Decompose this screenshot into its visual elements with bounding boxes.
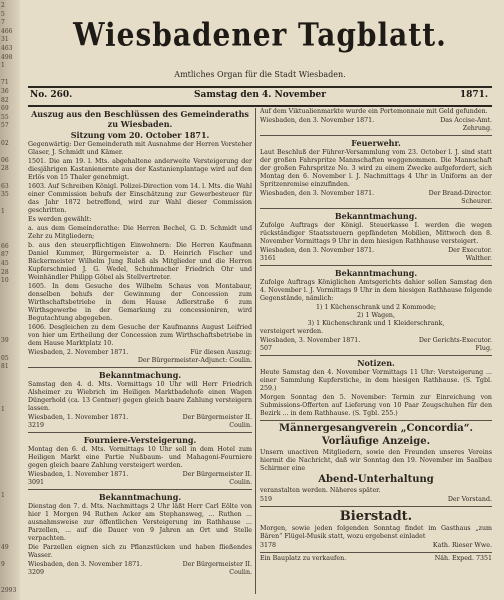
gutter-number: 63 <box>1 182 9 190</box>
notice-paragraph: Auf dem Viktualienmarkte wurde ein Portemonnaie mit Geld gefunden. <box>260 108 488 115</box>
list-item: 2) 1 Wagen, <box>357 312 395 319</box>
signature-line <box>28 561 252 569</box>
gutter-number: 45 <box>1 260 9 267</box>
notice-paragraph: Dienstag den 7. d. Mts. Nachmittags 2 Uhr läßt Herr Carl Eölte von hier 1 Morgen 94 Ruthen Acker am Stephansweg, ... Ruthen ... ausnahmsweise zur öffentlichen Versteigerung im Rathhause ... Parzellen, ... auf die Dauer von 9 Jahren an Ort und Stelle verpachten. <box>28 503 252 542</box>
signature-line <box>260 190 492 198</box>
gutter-number: 1 <box>1 208 5 216</box>
notice-paragraph: Samstag den 4. d. Mts. Vormittags 10 Uhr will Herr Friedrich Alsheimer zu Wiebrich im Heiligen Marktbadehofe einen Wagen Düngerhold (ca. 13 Centner) gegen gleich baare Zahlung versteigern lassen. <box>28 381 252 412</box>
signature-left: Wiesbaden, den 3. November 1871. <box>260 190 375 197</box>
signature-left: 3178 <box>260 542 277 549</box>
gutter-number: 39 <box>1 337 9 345</box>
section-rule <box>260 265 492 266</box>
signature-left: 3161 <box>260 255 277 262</box>
signature-right: Kath. Rieser Wwe. <box>432 542 492 549</box>
notice-paragraph: 1501. Die am 19. l. Mts. abgehaltene anderweite Versteigerung der diesjährigen Kastanienernte aus der Kastanienplantage wird auf den Erlös von 15 Thaler genehmigt. <box>28 158 252 181</box>
notice-paragraph: Zufolge Auftrags der Königl. Steuerkasse I. werden die wegen rückständiger Staatssteuern gepfändeten Mobilien, Mittwoch den 8. November Vormittags 9 Uhr in dem hiesigen Rathhause versteigert. <box>260 222 492 245</box>
gutter-number: 1 <box>1 492 5 500</box>
notice-paragraph: Laut Beschluß der Führer-Versammlung vom 23. October l. J. sind statt der großen Fahrspritze Mannschaften weggenommen. Die Mannschaft der großen Fahrspritze No. 3 wird zu einem Zwecke aufgefordert, sich Montag den 6. November l. J. Nachmittags 4 Uhr in Uniform an der Spritzenremise einzufinden. <box>260 149 492 188</box>
signature-name: Der Bürgermeister-Adjunct: Coulin. <box>137 357 252 364</box>
section-rule <box>260 355 492 356</box>
notice-paragraph: Morgen Sonntag den 5. November: Termin zur Einreichung von Submissions-Offerten auf Lieferung von 10 Paar Zeugschuhen für den Bezirk ... in dem Rathhause. (S. Tgbl. 255.) <box>260 394 492 417</box>
advert-heading: Abend-Unterhaltung <box>318 474 434 485</box>
issue-date: Samstag den 4. November <box>193 90 327 100</box>
signature-line <box>28 471 252 479</box>
gutter-number: 2 <box>1 2 5 9</box>
notice-paragraph: a. aus dem Gemeinderathe: Die Herren Bechel, G. D. Schmidt und Zehr zu Mitgliedern; <box>28 225 252 240</box>
masthead-subtitle: Amtliches Organ für die Stadt Wiesbaden. <box>174 70 346 79</box>
dateline-bar <box>28 86 492 107</box>
signature-right: Der Bürgermeister II. <box>182 561 252 568</box>
signature-line <box>28 479 252 487</box>
gutter-number: 1 <box>1 62 5 70</box>
signature-left: Wiesbaden, 2. November 1871. <box>28 349 129 356</box>
section-rule <box>260 135 492 136</box>
signature-left: 519 <box>260 496 273 503</box>
section-rule <box>260 506 492 507</box>
notice-paragraph: Zufolge Auftrags Königlichen Amtsgerichts dahier sollen Samstag den 4. November l. J. Vormittags 9 Uhr in dem hiesigen Rathhause folgende Gegenstände, nämlich: <box>260 279 492 302</box>
gutter-number: 9 <box>1 561 5 568</box>
signature-left: Wiesbaden, 3. November 1871. <box>260 337 361 344</box>
notice-paragraph: Gegenwärtig: Der Gemeinderath mit Ausnahme der Herren Vorsteher Glaser, J. Schmidt und Kämer. <box>28 141 252 156</box>
signature-line <box>28 414 252 422</box>
signature-right: Der Brand-Director. <box>428 190 492 197</box>
signature-name: Zehrung. <box>462 125 492 132</box>
signature-right: Der Bürgermeister II. <box>182 471 252 478</box>
advert-heading: Männergesangverein „Concordia“. <box>279 423 473 434</box>
notice-paragraph: Es werden gewählt: <box>28 216 92 223</box>
notice-paragraph: 1606. Desgleichen zu dem Gesuche der Kaufmanns August Leifried von hier um Ertheilung der Concession zum Wirthschaftsbetriebe in dem Hause Marktplatz 10. <box>28 324 252 347</box>
gutter-number: 28 <box>1 268 9 276</box>
signature-right: Der Gerichts-Executor. <box>418 337 492 344</box>
notice-paragraph: Heute Samstag den 4. November Vormittags 11 Uhr: Versteigerung ... einer Sammlung Kupferstiche, in dem hiesigen Rathhause. (S. Tgbl. 259.) <box>260 369 492 392</box>
left-column <box>28 108 252 596</box>
gutter-number: 1 <box>1 406 5 414</box>
notice-paragraph: 1603. Auf Schreiben Königl. Polizei-Direction vom 14. l. Mts. die Wahl einer Commission behufs der Einschätzung zur Gewerbesteuer für das Jahr 1872 betreffend, wird zur Wahl dieser Commission geschritten. <box>28 183 252 214</box>
signature-line <box>260 255 492 263</box>
newspaper-sheet <box>20 4 500 598</box>
column-divider <box>255 108 256 594</box>
signature-left: Wiesbaden, den 3. November 1871. <box>260 117 375 124</box>
issue-number: No. 260. <box>30 90 73 100</box>
signature-left: 3209 <box>28 569 45 576</box>
advert-heading: Vorläufige Anzeige. <box>321 436 431 447</box>
gutter-number: 466 <box>1 27 13 35</box>
gutter-number: 81 <box>1 363 9 371</box>
section-rule <box>260 420 492 421</box>
list-item: 1) 1 Küchenschrank und 2 Kommode; <box>316 304 436 311</box>
gutter-number: 35 <box>1 191 9 199</box>
signature-left: Wiesbaden, 1. November 1871. <box>28 471 129 478</box>
gutter-number: 498 <box>1 53 13 61</box>
signature-right: Näh. Exped. 7351 <box>434 555 492 562</box>
signature-line <box>260 555 492 563</box>
signature-left: Ein Bauplatz zu verkaufen. <box>260 555 347 562</box>
signature-line <box>28 349 252 357</box>
gutter-number: 02 <box>1 139 9 147</box>
signature-name: Scheurer. <box>461 198 492 205</box>
gutter-number: 82 <box>1 96 9 104</box>
gutter-number: 71 <box>1 79 9 87</box>
gutter-number: 69 <box>1 105 9 113</box>
signature-right: Flug. <box>475 345 492 352</box>
notice-heading: Bekanntmachung. <box>98 492 182 502</box>
signature-line <box>260 542 492 550</box>
signature-right: Walther. <box>465 255 492 262</box>
signature-line <box>260 247 492 255</box>
signature-left: 507 <box>260 345 273 352</box>
gutter-number: 87 <box>1 251 9 259</box>
gutter-number: 5 <box>1 10 5 18</box>
notice-paragraph: veranstalten werden. Näheres später. <box>260 487 381 494</box>
gutter-number: 05 <box>1 354 9 362</box>
notice-paragraph: versteigert werden. <box>260 328 324 335</box>
signature-line <box>260 117 492 125</box>
signature-right: Der Vorstand. <box>447 496 492 503</box>
section-rule <box>260 552 492 553</box>
list-item: 3) 1 Küchenschrank und 1 Kleiderschrank, <box>307 320 445 327</box>
gutter-number: 7 <box>1 19 5 27</box>
signature-left: 3219 <box>28 422 45 429</box>
notice-heading: Fourniere-Versteigerung. <box>83 435 197 445</box>
signature-line <box>28 422 252 430</box>
signature-right: Coulin. <box>229 422 252 429</box>
signature-right: Coulin. <box>229 569 252 576</box>
notice-heading: Sitzung vom 20. October 1871. <box>70 130 210 140</box>
signature-right: Der Bürgermeister II. <box>182 414 252 421</box>
gutter-number: 2993 <box>1 586 17 594</box>
signature-left: Wiesbaden, den 3. November 1871. <box>28 561 143 568</box>
signature-right: Coulin. <box>229 479 252 486</box>
masthead-title: Wiesbadener Tagblatt. <box>73 15 447 54</box>
signature-line <box>260 337 492 345</box>
signature-right: Für diesen Auszug: <box>190 349 252 356</box>
notice-paragraph: Morgen, sowie jeden folgenden Sonntag findet im Gasthaus „zum Bären“ Flügel-Musik statt, wozu ergebenst einladet <box>260 525 492 540</box>
signature-right: Der Executor. <box>448 247 492 254</box>
notice-heading: Bekanntmachung. <box>98 370 182 380</box>
section-rule <box>28 432 252 433</box>
advert-title: Bierstadt. <box>339 509 413 524</box>
signature-left: Wiesbaden, 1. November 1871. <box>28 414 129 421</box>
notice-paragraph: 1605. In dem Gesuche des Wilhelm Schaus von Montabaur, denselben behufs der Gewinnung der Concession zum Wirthschaftsbetriebe in dem Hause Adlerstraße 6 zum Wirthsgewerbe in der Gemarkung zu concessioniren, wird Begutachtung abgegeben. <box>28 283 252 322</box>
issue-year: 1871. <box>459 90 488 100</box>
right-column <box>260 108 492 596</box>
gutter-number: 28 <box>1 165 9 173</box>
section-rule <box>28 367 252 368</box>
gutter-number: 10 <box>1 277 9 285</box>
notice-heading: Auszug aus den Beschlüssen des Gemeinderaths zu Wiesbaden. <box>31 109 249 129</box>
notice-paragraph: b. aus den steuerpflichtigen Einwohnern: Die Herren Kaufmann Daniel Kummer, Bürgermeister a. D. Heinrich Fischer und Bäckermeister Wilhelm Jung Ruleß als Mitglieder und die Herren Kupferschmied J. G. Wedel, Schuhmacher Friedrich Ohr und Weinhändler Philipp Göbel als Stellvertreter. <box>28 242 252 281</box>
gutter-number: 06 <box>1 156 9 164</box>
notice-heading: Bekanntmachung. <box>334 268 418 278</box>
gutter-number: 49 <box>1 543 9 551</box>
notice-paragraph: Die Parzellen eignen sich zu Pflanzstücken und haben fließendes Wasser. <box>28 544 252 559</box>
notice-heading: Bekanntmachung. <box>334 211 418 221</box>
notice-paragraph: Unsern unactiven Mitgliedern, sowie den Freunden unseres Vereins hiermit die Nachricht, daß wir Sonntag den 19. November im Saalbau Schirmer eine <box>260 449 492 472</box>
notice-heading: Feuerwehr. <box>351 138 401 148</box>
notice-paragraph: Montag den 6. d. Mts. Vormittags 10 Uhr soll in dem Hotel zum Heiligen Markt eine Partie Nußbaum- und Mahagoni-Fourniere gegen gleich baare Zahlung versteigert werden. <box>28 446 252 469</box>
gutter-number: 463 <box>1 45 13 52</box>
signature-left: 3091 <box>28 479 45 486</box>
gutter-number: 36 <box>1 88 9 95</box>
gutter-number: 57 <box>1 122 9 130</box>
notice-heading: Notizen. <box>357 358 395 368</box>
gutter-number: 55 <box>1 113 9 121</box>
section-rule <box>28 489 252 490</box>
section-rule <box>260 208 492 209</box>
signature-line <box>28 569 252 577</box>
signature-line <box>260 345 492 353</box>
signature-right: Das Accise-Amt. <box>440 117 492 124</box>
signature-left: Wiesbaden, den 3. November 1871. <box>260 247 375 254</box>
signature-line <box>260 496 492 504</box>
gutter-number: 66 <box>1 242 9 250</box>
left-page-edge <box>0 0 20 600</box>
gutter-number: 31 <box>1 36 9 44</box>
